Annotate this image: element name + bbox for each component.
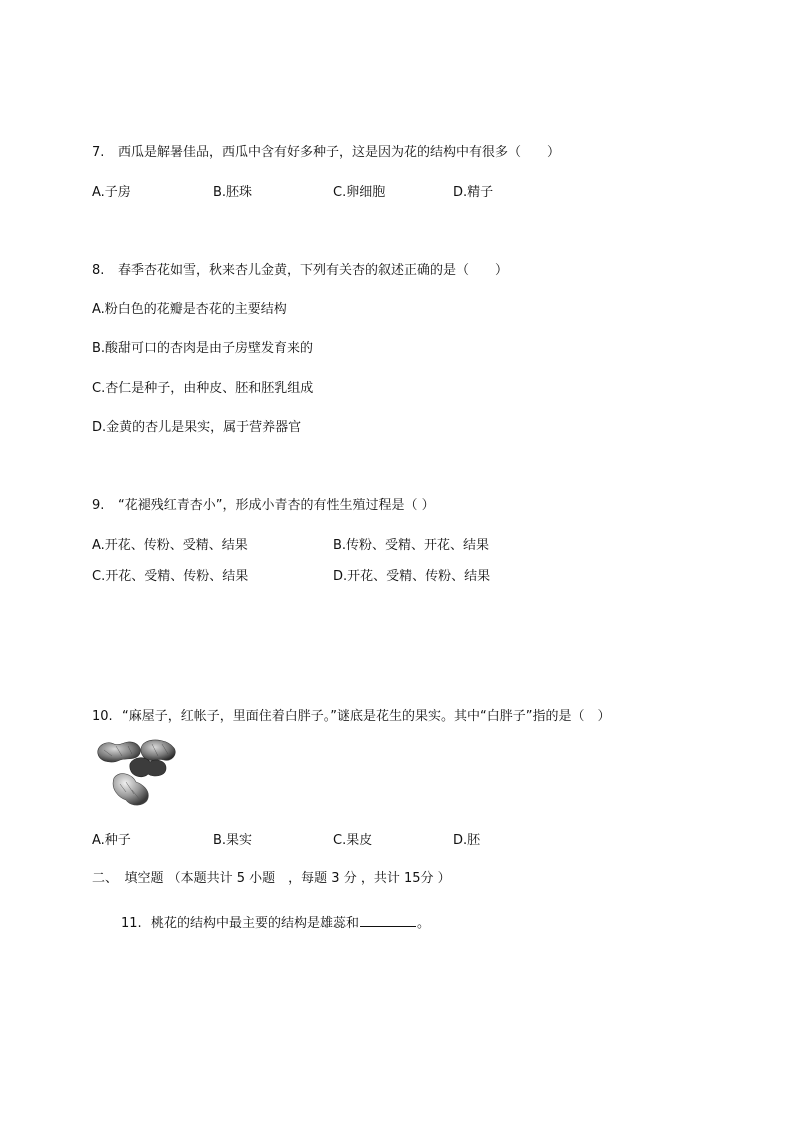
question-number: 10. <box>92 709 113 724</box>
option-d[interactable]: D.金黄的杏儿是果实，属于营养器官 <box>92 420 302 435</box>
question-10 <box>92 705 610 724</box>
question-number: 11. <box>121 916 142 931</box>
question-stem: “麻屋子，红帐子，里面住着白胖子。”谜底是花生的果实。其中“白胖子”指的是（ ） <box>122 709 611 724</box>
question-number: 7. <box>92 145 105 160</box>
answer-blank[interactable] <box>360 914 416 927</box>
question-stem: 西瓜是解暑佳品，西瓜中含有好多种子，这是因为花的结构中有很多（ ） <box>118 145 561 160</box>
option-d[interactable]: D.开花、受精、传粉、结果 <box>333 569 491 584</box>
question-11 <box>121 912 430 931</box>
question-9 <box>92 494 435 513</box>
option-c[interactable]: C.开花、受精、传粉、结果 <box>92 569 249 584</box>
option-c[interactable]: C.果皮 <box>333 833 373 848</box>
question-stem: 春季杏花如雪，秋来杏儿金黄，下列有关杏的叙述正确的是（ ） <box>118 263 509 278</box>
question-7 <box>92 141 560 160</box>
option-d[interactable]: D.精子 <box>453 185 494 200</box>
option-c[interactable]: C.卵细胞 <box>333 185 386 200</box>
question-number: 8. <box>92 263 105 278</box>
option-b[interactable]: B.酸甜可口的杏肉是由子房壁发育来的 <box>92 341 314 356</box>
question-number: 9. <box>92 498 105 513</box>
option-c[interactable]: C.杏仁是种子，由种皮、胚和胚乳组成 <box>92 381 314 396</box>
option-b[interactable]: B.胚珠 <box>213 185 253 200</box>
section-heading: 二、 填空题 （本题共计 5 小题 ，每题 3 分 ，共计 15分 ） <box>92 871 451 886</box>
question-stem-end: 。 <box>417 916 431 931</box>
question-8 <box>92 259 508 278</box>
option-a[interactable]: A.开花、传粉、受精、结果 <box>92 538 248 553</box>
question-stem: 桃花的结构中最主要的结构是雄蕊和 <box>151 916 360 931</box>
option-b[interactable]: B.果实 <box>213 833 253 848</box>
option-d[interactable]: D.胚 <box>453 833 481 848</box>
option-a[interactable]: A.种子 <box>92 833 131 848</box>
option-a[interactable]: A.子房 <box>92 185 131 200</box>
question-stem: “花褪残红青杏小”，形成小青杏的有性生殖过程是（ ） <box>118 498 435 513</box>
option-b[interactable]: B.传粉、受精、开花、结果 <box>333 538 490 553</box>
peanut-image <box>92 734 184 810</box>
option-a[interactable]: A.粉白色的花瓣是杏花的主要结构 <box>92 302 287 317</box>
